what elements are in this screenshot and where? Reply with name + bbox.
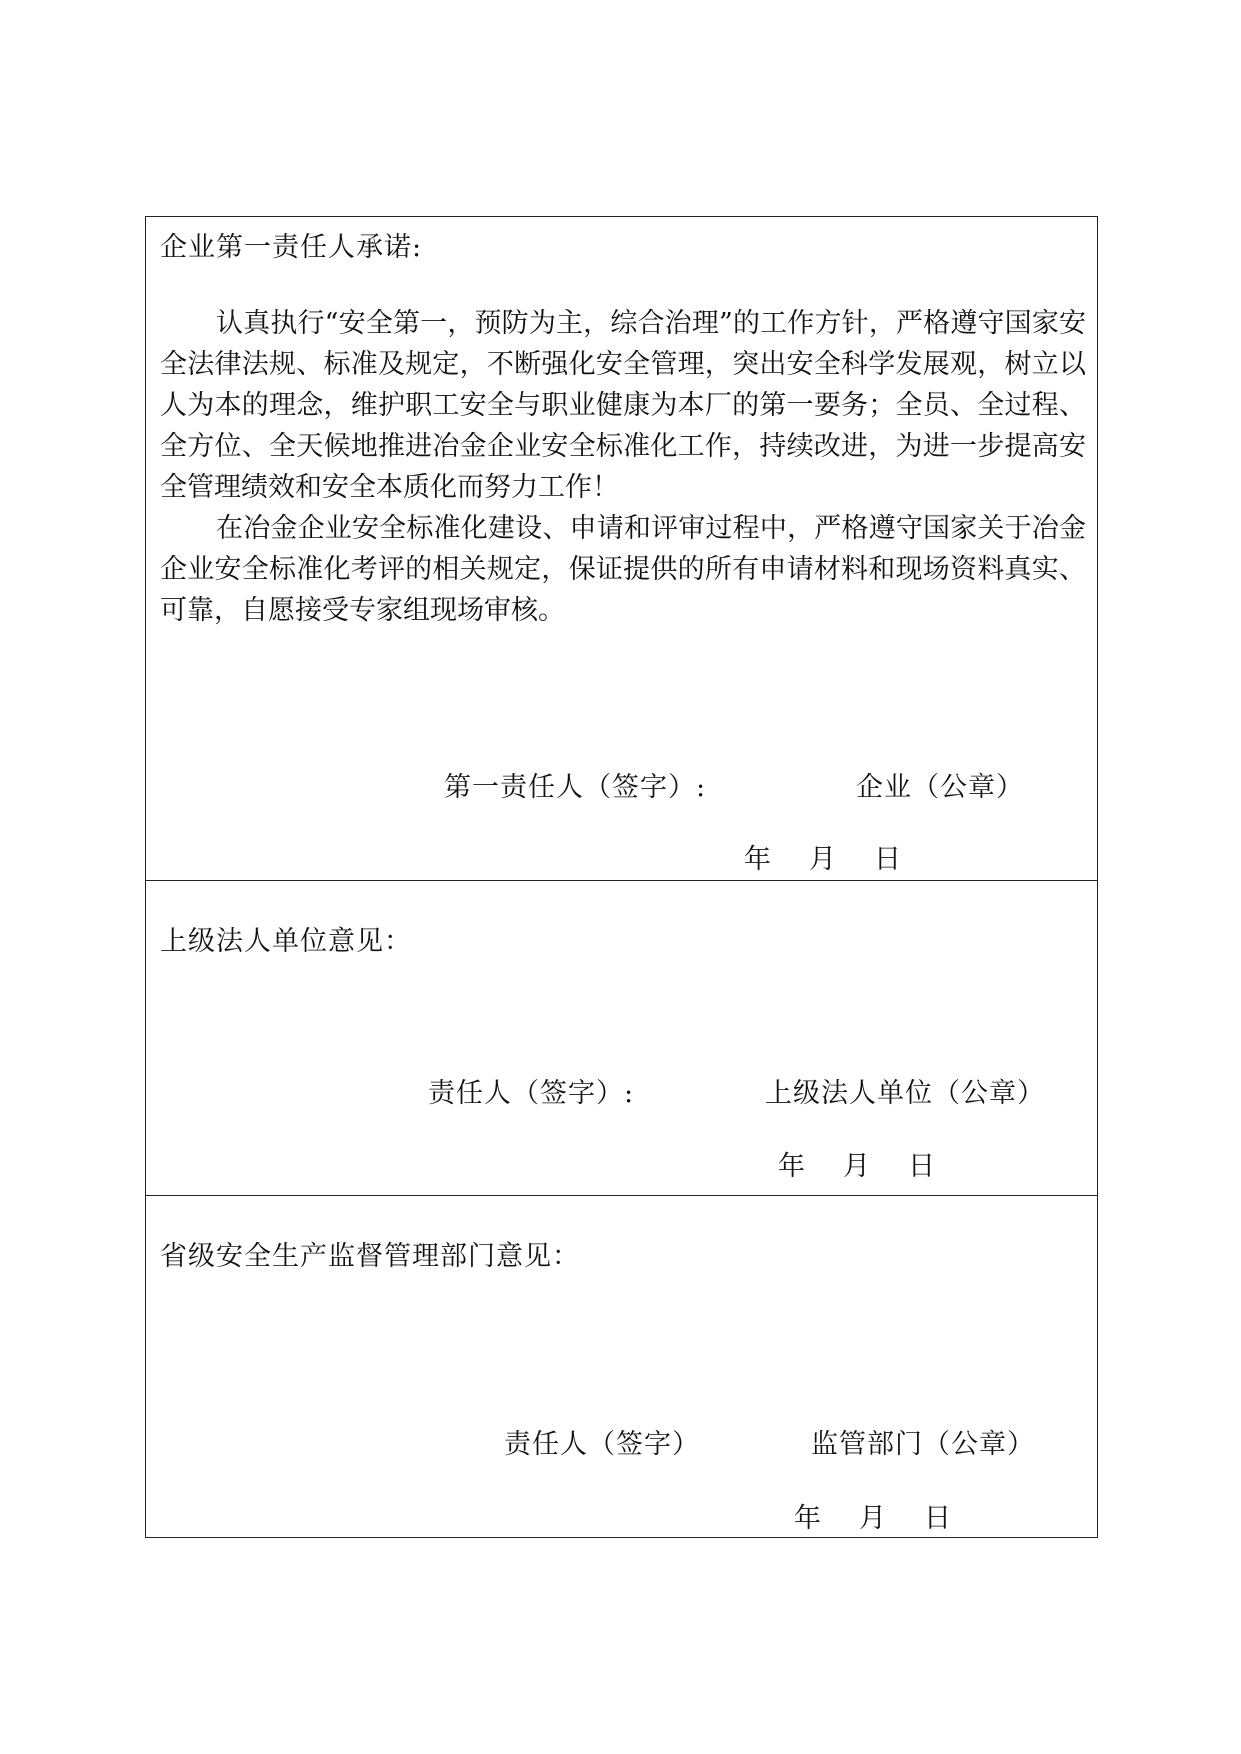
date-line [744, 837, 901, 876]
section-title: 企业第一责任人承诺: [160, 232, 423, 263]
date-month: 月 [809, 844, 836, 875]
pledge-paragraph: 在冶金企业安全标准化建设、申请和评审过程中，严格遵守国家关于冶金企业安全标准化考评的相关规定，保证提供的所有申请材料和现场资料真实、可靠，自愿接受专家组现场审核。 [160, 513, 1086, 626]
enterprise-pledge-section [146, 217, 1097, 881]
date-day: 日 [874, 844, 901, 875]
date-day: 日 [908, 1151, 935, 1182]
provincial-opinion-section [146, 1196, 1097, 1537]
approval-form-table [145, 216, 1098, 1538]
signature-label: 责任人（签字） [504, 1429, 700, 1460]
date-year: 年 [744, 844, 771, 875]
seal-label: 企业（公章） [856, 772, 1024, 803]
date-line [778, 1144, 935, 1183]
date-year: 年 [794, 1503, 821, 1534]
signature-label: 第一责任人（签字）: [444, 772, 707, 803]
superior-opinion-section [146, 881, 1097, 1196]
seal-label: 监管部门（公章） [811, 1429, 1035, 1460]
section-title: 上级法人单位意见： [160, 926, 412, 957]
pledge-text [160, 303, 1086, 631]
signature-label: 责任人（签字）: [428, 1078, 635, 1109]
date-year: 年 [778, 1151, 805, 1182]
date-month: 月 [843, 1151, 870, 1182]
date-day: 日 [924, 1503, 951, 1534]
seal-label: 上级法人单位（公章） [765, 1078, 1045, 1109]
section-title: 省级安全生产监督管理部门意见： [160, 1241, 580, 1272]
pledge-paragraph: 认真执行“安全第一，预防为主，综合治理”的工作方针，严格遵守国家安全法律法规、标准及规定，不断强化安全管理，突出安全科学发展观，树立以人为本的理念，维护职工安全与职业健康为本厂的第一要务；全员、全过程、全方位、全天候地推进冶金企业安全标准化工作，持续改进，为进一步提高安全管理绩效和安全本质化而努力工作！ [160, 308, 1086, 503]
date-month: 月 [859, 1503, 886, 1534]
date-line [794, 1496, 951, 1535]
